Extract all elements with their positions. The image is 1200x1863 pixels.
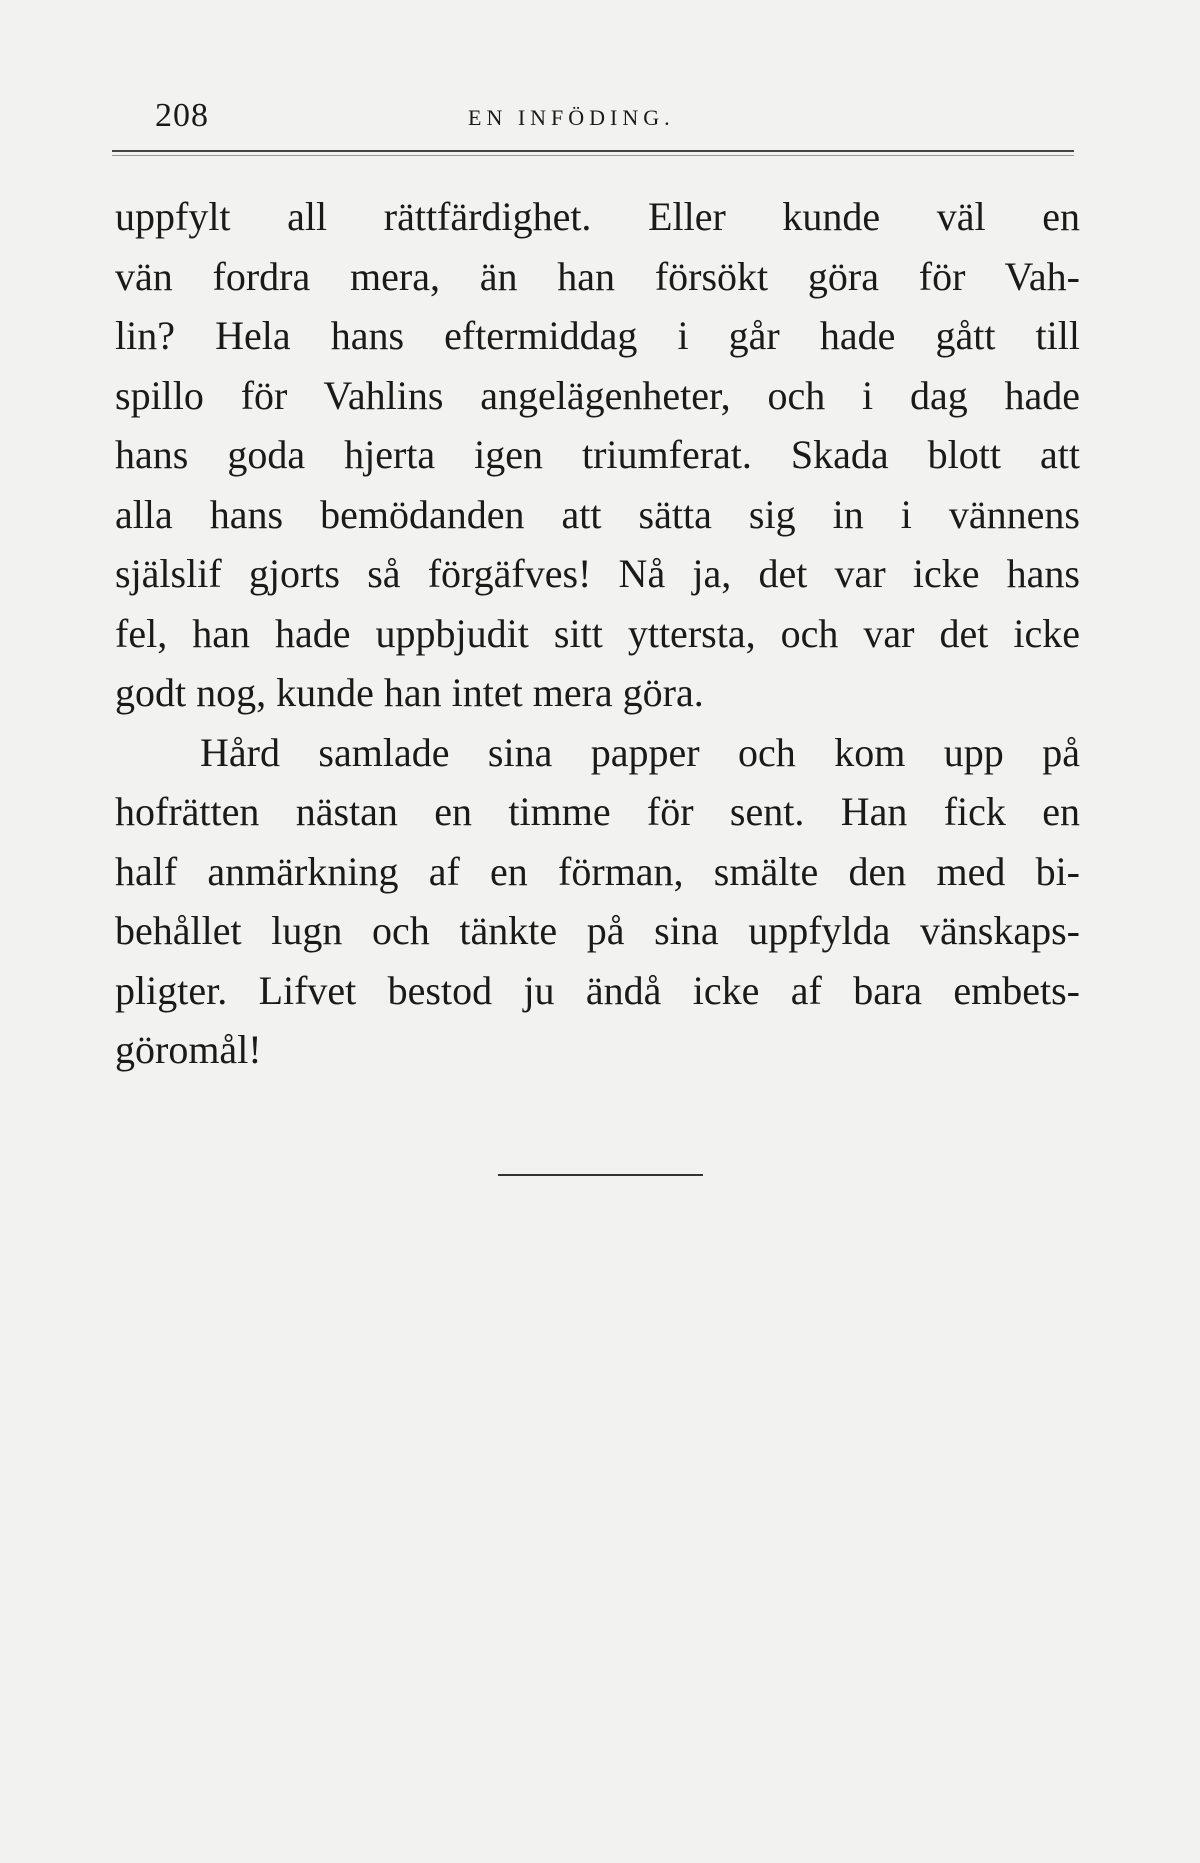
text-line: lin? Hela hans eftermiddag i går hade gått till <box>115 313 1080 358</box>
running-title: EN INFÖDING. <box>468 105 675 130</box>
text-line: pligter. Lifvet bestod ju ändå icke af bara embets- <box>115 967 1080 1013</box>
text-line: behållet lugn och tänkte på sina uppfylda vänskaps- <box>115 908 1080 953</box>
text-line: godt nog, kunde han intet mera göra. <box>115 670 704 715</box>
section-end-rule <box>498 1174 703 1176</box>
text-line: själslif gjorts så förgäfves! Nå ja, det var icke hans <box>115 551 1080 596</box>
text-line: göromål! <box>115 1027 262 1072</box>
text-line: alla hans bemödanden att sätta sig in i vännens <box>115 491 1080 537</box>
header-rule <box>112 150 1074 152</box>
text-line: fel, han hade uppbjudit sitt yttersta, och var det icke <box>115 610 1080 656</box>
text-line: hofrätten nästan en timme för sent. Han fick en <box>115 789 1080 834</box>
text-line: uppfylt all rättfärdighet. Eller kunde väl en <box>115 194 1080 239</box>
text-line: half anmärkning af en förman, smälte den med bi- <box>115 848 1080 894</box>
text-line: hans goda hjerta igen triumferat. Skada blott att <box>115 432 1080 477</box>
page-number: 208 <box>155 97 209 134</box>
text-line: vän fordra mera, än han försökt göra för Vah- <box>115 253 1080 299</box>
text-line: Hård samlade sina papper och kom upp på <box>200 729 1080 775</box>
header-rule-secondary <box>112 155 1074 156</box>
body-text <box>115 187 1080 1080</box>
text-line: spillo för Vahlins angelägenheter, och i dag hade <box>115 372 1080 418</box>
